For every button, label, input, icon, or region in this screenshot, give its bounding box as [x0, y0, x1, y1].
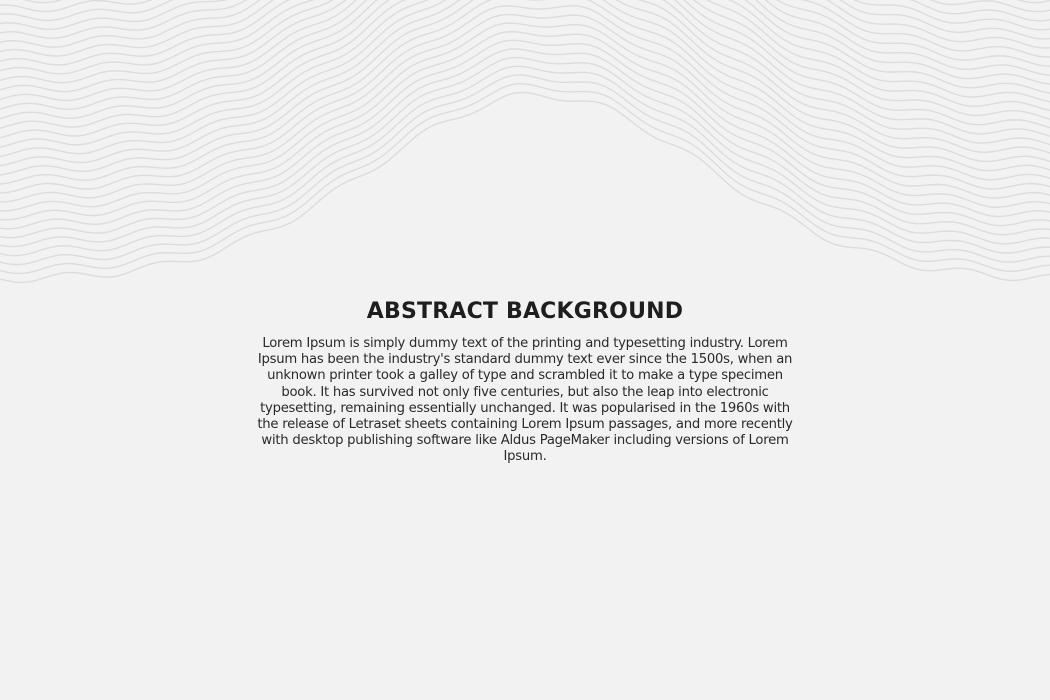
wavy-line: [0, 0, 1050, 75]
wavy-line: [0, 0, 1050, 3]
wavy-line: [0, 0, 1050, 139]
wavy-line: [0, 0, 1050, 121]
heading: ABSTRACT BACKGROUND: [366, 299, 684, 324]
wavy-line: [0, 0, 1050, 130]
text-block: [250, 297, 800, 466]
wavy-line: [0, 0, 1050, 57]
body-text: Lorem Ipsum is simply dummy text of the printing and typesetting industry. Lorem Ipsum has been the industry's standard dummy text ever since the 1500s, when an unknown printer took a galley of type and scrambled it to make a type specimen book. It has survived not only five centuries, but also the leap into electronic typesetting, remaining essentially unchanged. It was popularised in the 1960s with the release of Letraset sheets containing Lorem Ipsum passages, and more recently with desktop publishing software like Aldus PageMaker including versions of Lorem Ipsum.: [257, 336, 793, 465]
wavy-line: [0, 0, 1050, 21]
